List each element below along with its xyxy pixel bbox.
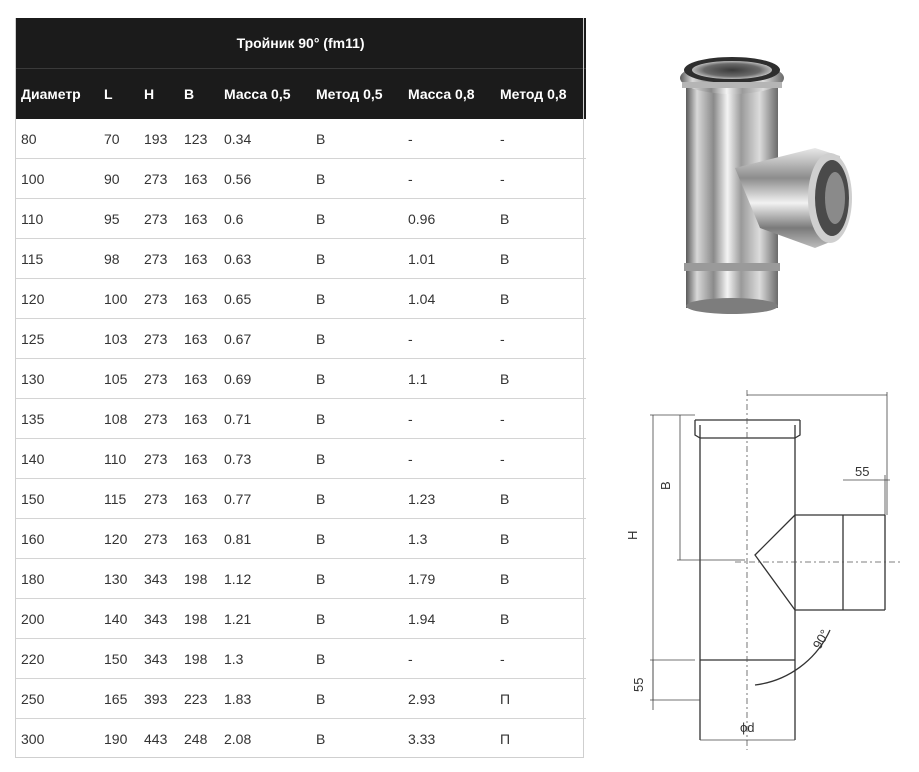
- table-cell: -: [494, 639, 586, 679]
- table-cell: 343: [138, 559, 178, 599]
- table-cell: 0.65: [218, 279, 310, 319]
- table-cell: 120: [98, 519, 138, 559]
- table-row: [15, 119, 586, 159]
- table-row: [15, 439, 586, 479]
- table-cell: 150: [15, 479, 98, 519]
- table-cell: 140: [15, 439, 98, 479]
- table-cell: 0.34: [218, 119, 310, 159]
- table-cell: 1.01: [402, 239, 494, 279]
- drawing-label-55-side: 55: [855, 464, 870, 479]
- table-cell: 163: [178, 479, 218, 519]
- table-cell: 0.73: [218, 439, 310, 479]
- tee-product-photo: [640, 48, 880, 318]
- table-cell: -: [402, 399, 494, 439]
- table-cell: B: [494, 199, 586, 239]
- table-cell: B: [310, 359, 402, 399]
- table-cell: -: [402, 439, 494, 479]
- table-cell: 0.56: [218, 159, 310, 199]
- table-cell: 0.6: [218, 199, 310, 239]
- table-cell: 163: [178, 399, 218, 439]
- table-cell: -: [494, 159, 586, 199]
- table-cell: B: [310, 679, 402, 719]
- table-cell: B: [494, 359, 586, 399]
- table-cell: 163: [178, 279, 218, 319]
- table-cell: 273: [138, 279, 178, 319]
- table-cell: 1.94: [402, 599, 494, 639]
- table-cell: 80: [15, 119, 98, 159]
- table-cell: 0.67: [218, 319, 310, 359]
- table-row: [15, 479, 586, 519]
- table-cell: 273: [138, 199, 178, 239]
- table-cell: 0.96: [402, 199, 494, 239]
- table-cell: 443: [144, 730, 168, 747]
- table-cell: 393: [138, 679, 178, 719]
- table-cell: B: [310, 319, 402, 359]
- table-cell: 163: [178, 439, 218, 479]
- column-header: Масса 0,5: [218, 69, 310, 120]
- table-cell: 220: [15, 639, 98, 679]
- table-cell: B: [310, 119, 402, 159]
- table-cell: B: [310, 519, 402, 559]
- drawing-label-b: B: [658, 481, 673, 490]
- table-cell: 105: [98, 359, 138, 399]
- table-cell: 103: [98, 319, 138, 359]
- table-cell: 130: [98, 559, 138, 599]
- table-cell: -: [402, 639, 494, 679]
- table-cell: 223: [178, 679, 218, 719]
- table-cell: 1.3: [218, 639, 310, 679]
- table-cell: 198: [178, 599, 218, 639]
- table-row: [15, 359, 586, 399]
- table-cell: B: [494, 519, 586, 559]
- table-cell: 1.3: [402, 519, 494, 559]
- table-cell: 90: [98, 159, 138, 199]
- table-cell: B: [494, 479, 586, 519]
- table-cell: -: [402, 159, 494, 199]
- table-cell: B: [310, 599, 402, 639]
- table-cell: 100: [15, 159, 98, 199]
- table-cell: 0.81: [218, 519, 310, 559]
- table-cell: 100: [98, 279, 138, 319]
- table-cell: B: [310, 479, 402, 519]
- table-cell: 1.23: [402, 479, 494, 519]
- table-cell: 180: [15, 559, 98, 599]
- table-cell: -: [494, 439, 586, 479]
- table-cell: 163: [178, 159, 218, 199]
- table-row: [15, 519, 586, 559]
- table-cell: B: [310, 439, 402, 479]
- table-row: [15, 679, 586, 719]
- table-cell: 163: [178, 319, 218, 359]
- table-cell: 125: [15, 319, 98, 359]
- table-cell: -: [494, 399, 586, 439]
- table-cell: 273: [138, 479, 178, 519]
- table-cell: 1.83: [218, 679, 310, 719]
- table-row: [15, 199, 586, 239]
- table-cell: 120: [15, 279, 98, 319]
- table-title: Тройник 90° (fm11): [15, 18, 586, 69]
- table-cell: B: [316, 730, 326, 747]
- table-cell: 165: [98, 679, 138, 719]
- table-row: [15, 559, 586, 599]
- column-header: H: [138, 69, 178, 120]
- table-cell: B: [310, 399, 402, 439]
- table-cell: B: [310, 639, 402, 679]
- drawing-label-diameter: ϕd: [740, 720, 755, 735]
- table-cell: 163: [178, 199, 218, 239]
- drawing-label-55-bottom: 55: [631, 677, 646, 692]
- table-cell: 1.1: [402, 359, 494, 399]
- table-cell: 140: [98, 599, 138, 639]
- drawing-label-h: H: [625, 530, 640, 540]
- table-row: [15, 279, 586, 319]
- table-cell: -: [494, 319, 586, 359]
- table-cell: 193: [138, 119, 178, 159]
- table-cell: 110: [15, 199, 98, 239]
- table-cell: 150: [98, 639, 138, 679]
- table-cell: B: [494, 279, 586, 319]
- column-header: Диаметр: [15, 69, 98, 120]
- table-cell: B: [310, 279, 402, 319]
- table-cell: B: [310, 199, 402, 239]
- table-cell: 160: [15, 519, 98, 559]
- table-cell: 198: [178, 559, 218, 599]
- table-cell: 115: [98, 479, 138, 519]
- table-cell: B: [310, 159, 402, 199]
- table-cell: 0.71: [218, 399, 310, 439]
- table-cell: 343: [138, 599, 178, 639]
- table-cell: 123: [178, 119, 218, 159]
- table-cell: 250: [15, 679, 98, 719]
- table-cell: 70: [98, 119, 138, 159]
- table-cell: 273: [138, 239, 178, 279]
- column-header: L: [98, 69, 138, 120]
- table-cell: 3.33: [408, 730, 436, 747]
- table-cell: 1.04: [402, 279, 494, 319]
- table-cell: 110: [98, 439, 138, 479]
- table-cell: 2.93: [402, 679, 494, 719]
- drawing-label-angle: 90°: [809, 626, 833, 652]
- table-cell: 273: [138, 399, 178, 439]
- table-cell: 0.63: [218, 239, 310, 279]
- column-header: Метод 0,8: [494, 69, 586, 120]
- table-header-row: [15, 69, 586, 120]
- table-cell: B: [310, 239, 402, 279]
- table-cell: 135: [15, 399, 98, 439]
- table-cell: 108: [98, 399, 138, 439]
- table-cell: 273: [138, 359, 178, 399]
- table-row: [15, 719, 586, 759]
- table-cell: 163: [178, 519, 218, 559]
- table-body: [15, 119, 586, 758]
- table-cell: 300: [21, 730, 45, 747]
- table-cell: 1.79: [402, 559, 494, 599]
- table-cell: B: [310, 559, 402, 599]
- tee-technical-drawing: [615, 380, 915, 760]
- table-row: [15, 399, 586, 439]
- table-row: [15, 599, 586, 639]
- table-cell: 198: [178, 639, 218, 679]
- table-cell: 130: [15, 359, 98, 399]
- table-cell: 98: [98, 239, 138, 279]
- table-cell: П: [500, 730, 511, 747]
- table-cell: -: [402, 119, 494, 159]
- table-cell: B: [494, 599, 586, 639]
- table-row: [15, 319, 586, 359]
- table-cell: П: [494, 679, 586, 719]
- table-cell: 273: [138, 159, 178, 199]
- table-cell: 1.21: [218, 599, 310, 639]
- table-cell: 200: [15, 599, 98, 639]
- tee-spec-table: [15, 18, 586, 758]
- table-cell: 273: [138, 319, 178, 359]
- table-cell: 163: [178, 239, 218, 279]
- table-cell: B: [494, 559, 586, 599]
- table-cell: 0.69: [218, 359, 310, 399]
- table-cell: 273: [138, 439, 178, 479]
- table-cell: 0.77: [218, 479, 310, 519]
- table-row: [15, 159, 586, 199]
- table-cell: 273: [138, 519, 178, 559]
- table-cell: 1.12: [218, 559, 310, 599]
- table-cell: -: [494, 119, 586, 159]
- column-header: Метод 0,5: [310, 69, 402, 120]
- column-header: B: [178, 69, 218, 120]
- table-cell: 248: [184, 730, 208, 747]
- table-cell: -: [402, 319, 494, 359]
- table-row: [15, 239, 586, 279]
- table-cell: 190: [104, 730, 128, 747]
- table-cell: 95: [98, 199, 138, 239]
- table-cell: 2.08: [224, 730, 252, 747]
- table-cell: 115: [15, 239, 98, 279]
- table-cell: 163: [178, 359, 218, 399]
- table-row: [15, 639, 586, 679]
- table-cell: B: [494, 239, 586, 279]
- column-header: Масса 0,8: [402, 69, 494, 120]
- table-cell: 343: [138, 639, 178, 679]
